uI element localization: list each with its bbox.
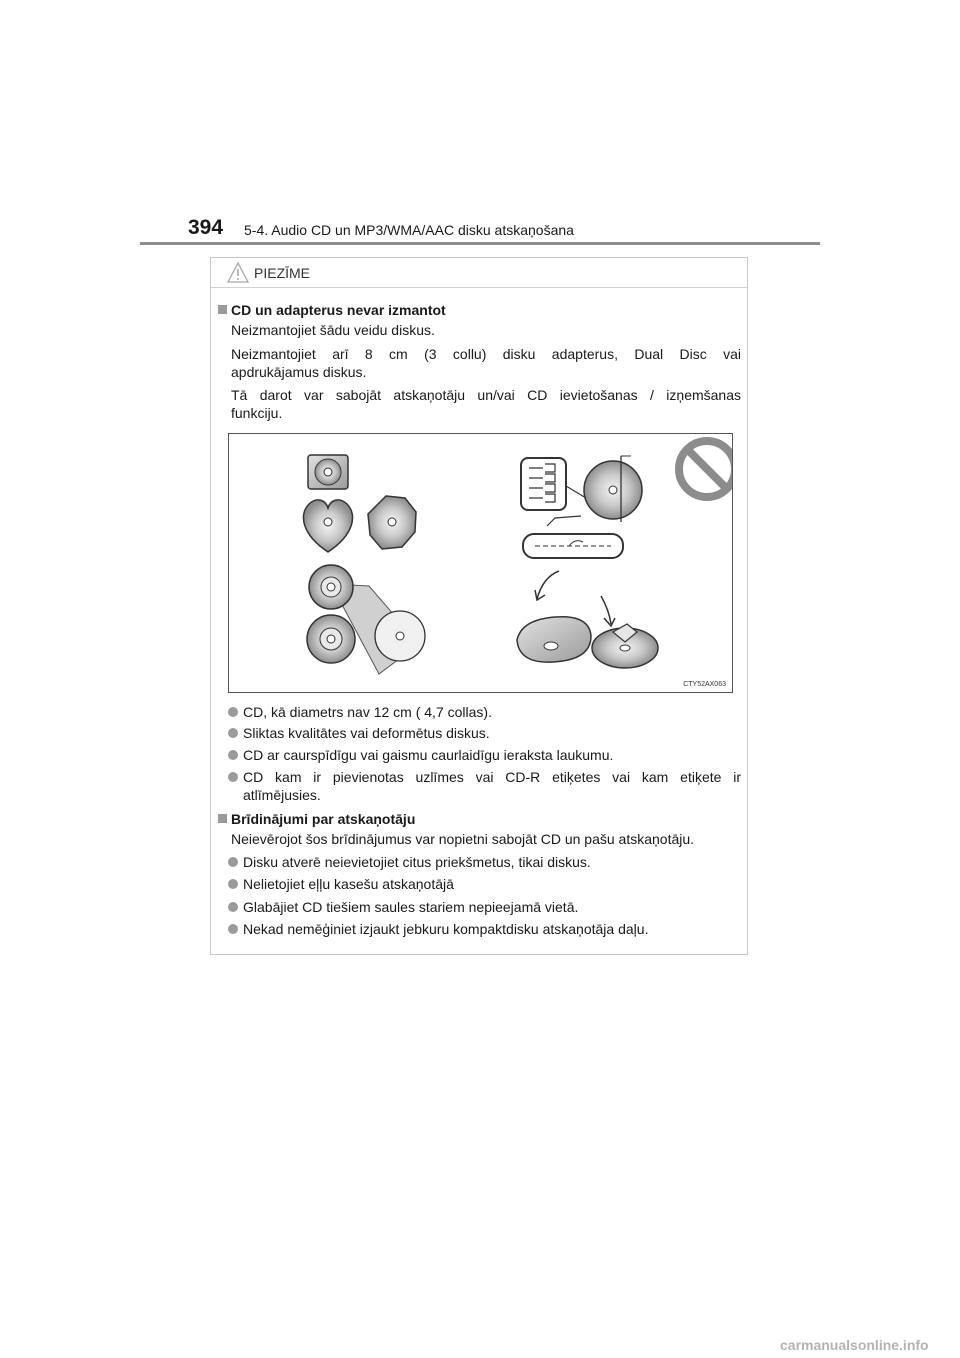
note-header	[211, 258, 747, 288]
bullet-dot-icon	[228, 857, 238, 867]
header-rule	[140, 242, 820, 245]
octagonal-cd-icon	[368, 496, 416, 549]
unusable-discs-figure	[228, 433, 733, 693]
player-insertion-diagram	[521, 456, 642, 558]
note-box	[210, 257, 748, 955]
list-item: CD ar caurspīdīgu vai gaismu caurlaidīgu ieraksta laukumu.	[243, 747, 614, 763]
labeled-cd-icon	[592, 596, 658, 668]
paragraph: apdrukājamus diskus.	[231, 364, 367, 380]
list-item: Nekad nemēģiniet izjaukt jebkuru kompaktdisku atskaņotāja daļu.	[243, 921, 649, 937]
section-heading-warnings: Brīdinājumi par atskaņotāju	[231, 811, 416, 827]
prohibited-icon	[679, 441, 732, 497]
section-heading-unusable: CD un adapterus nevar izmantot	[231, 302, 446, 318]
list-item: Sliktas kvalitātes vai deformētus diskus.	[243, 725, 490, 741]
paragraph: Tā darot var sabojāt atskaņotāju un/vai CD ievietošanas / izņemšanas	[231, 387, 741, 403]
heart-cd-icon	[303, 500, 352, 552]
watermark-link[interactable]: carmanualsonline.info	[780, 1337, 929, 1353]
paragraph: Neievērojot šos brīdinājumus var nopietni sabojāt CD un pašu atskaņotāju.	[231, 831, 695, 847]
note-title: PIEZĪME	[254, 265, 311, 281]
square-cd-icon	[308, 455, 348, 489]
figure-code: CTY52AX063	[683, 681, 726, 688]
list-item-continued: atlīmējusies.	[243, 787, 321, 803]
list-item: Nelietojiet eļļu kasešu atskaņotājā	[243, 876, 454, 892]
square-bullet-icon	[218, 814, 227, 823]
list-item: CD kam ir pievienotas uzlīmes vai CD-R etiķetes vai kam etiķete ir	[243, 769, 741, 785]
bullet-dot-icon	[228, 924, 238, 934]
paragraph: Neizmantojiet šādu veidu diskus.	[231, 322, 435, 338]
paragraph: Neizmantojiet arī 8 cm (3 collu) disku adapterus, Dual Disc vai	[231, 346, 741, 362]
warning-triangle-icon	[227, 262, 249, 283]
list-item: CD, kā diametrs nav 12 cm ( 4,7 collas).	[243, 704, 492, 720]
bullet-dot-icon	[228, 772, 238, 782]
list-item: Glabājiet CD tiešiem saules stariem nepieejamā vietā.	[243, 899, 579, 915]
bullet-dot-icon	[228, 728, 238, 738]
bullet-dot-icon	[228, 879, 238, 889]
small-cd-with-adapter-icon	[307, 565, 425, 674]
deformed-cd-icon	[517, 571, 591, 662]
square-bullet-icon	[218, 305, 227, 314]
bullet-dot-icon	[228, 707, 238, 717]
page-number: 394	[188, 216, 224, 239]
bullet-dot-icon	[228, 750, 238, 760]
section-title: 5-4. Audio CD un MP3/WMA/AAC disku atskaņošana	[244, 222, 574, 238]
list-item: Disku atverē neievietojiet citus priekšmetus, tikai diskus.	[243, 854, 591, 870]
bullet-dot-icon	[228, 902, 238, 912]
discs-illustration	[229, 434, 732, 692]
paragraph: funkciju.	[231, 405, 283, 421]
